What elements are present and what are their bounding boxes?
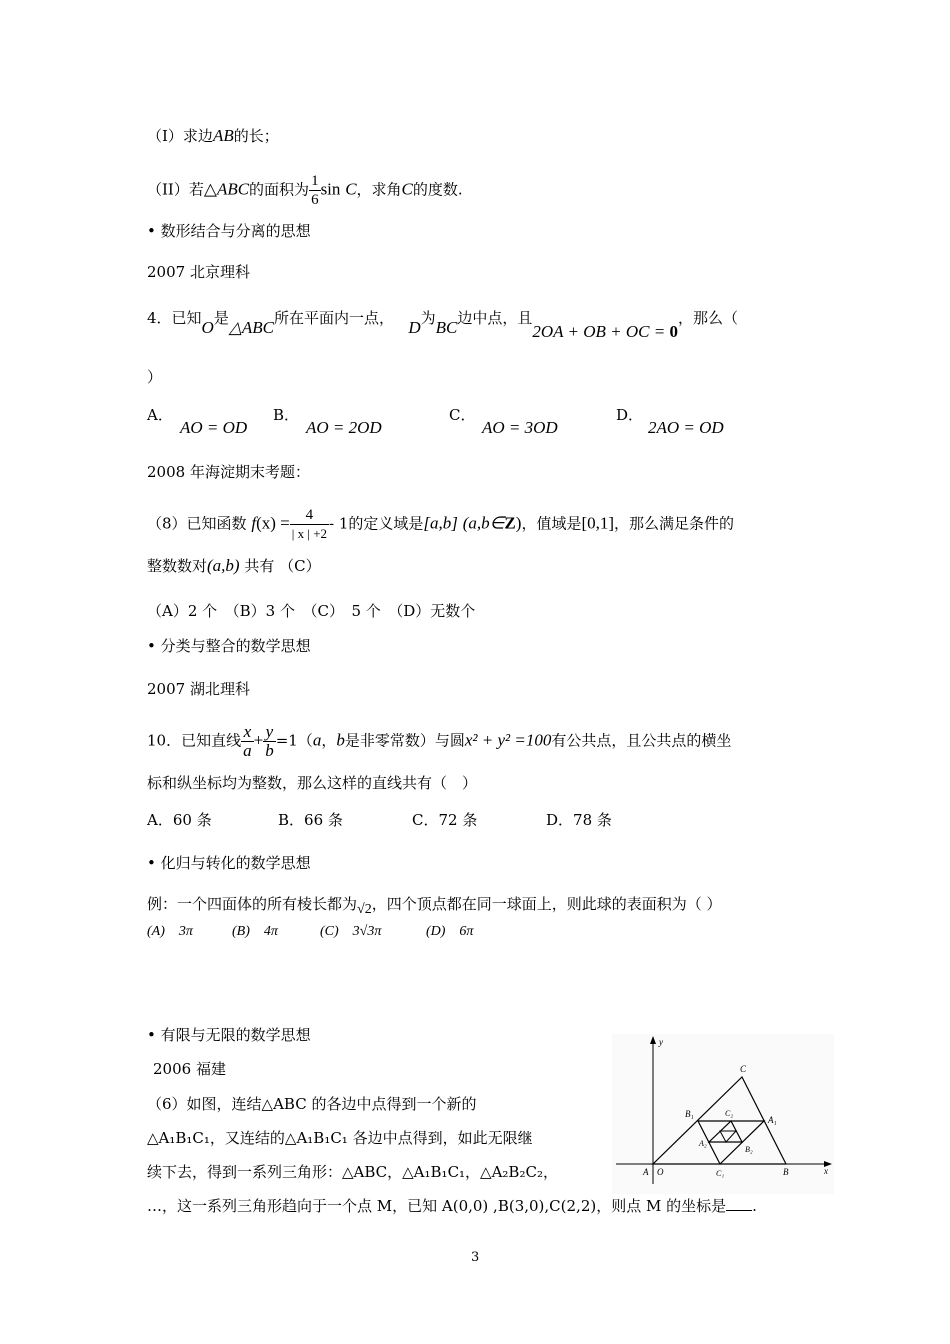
option-b: (B) 4π (232, 924, 278, 939)
point-b1-label: B₁ (685, 1109, 694, 1119)
source-label: 2008 年海淀期末考题： (147, 463, 310, 481)
fraction (309, 172, 321, 209)
problem-line-3: 续下去，得到一系列三角形：△ABC，△A₁B₁C₁，△A₂B₂C₂， (147, 1163, 558, 1181)
fraction (241, 723, 254, 760)
question-text-2 (147, 556, 321, 576)
option-d-text: 2AO = OD (648, 418, 724, 437)
section-heading: • 数形结合与分离的思想 (147, 222, 311, 240)
zero-vector: 0 (669, 322, 678, 341)
math-expr: (a,b∈ (462, 513, 505, 533)
text: ，求角 (356, 180, 402, 199)
text: =1（ (275, 731, 313, 750)
point-a1-label: A₁ (768, 1115, 777, 1125)
section-heading: • 化归与转化的数学思想 (147, 854, 311, 872)
option-c: (C) 3√3π (320, 924, 382, 939)
option-label: A． (147, 406, 173, 424)
math-fn: sin (320, 179, 341, 199)
question-text (147, 723, 731, 760)
math-var: △ABC (228, 318, 275, 337)
source-label: 2007 北京理科 (147, 263, 250, 281)
math-fn: f (251, 513, 257, 533)
option-a (147, 405, 173, 425)
text: 共有 （C） (244, 557, 321, 575)
numerator: 4 (290, 506, 329, 525)
text: ，值域是 (521, 514, 582, 533)
math-var: a (312, 730, 322, 750)
vector-equation: 2OA + OB + OC = (532, 322, 670, 341)
math-expr: (a,b) (207, 556, 240, 575)
option-c: C．72 条 (412, 811, 478, 829)
point-c2-label: C₂ (725, 1109, 734, 1118)
section-heading: • 分类与整合的数学思想 (147, 637, 311, 655)
triangle-symbol: △ (203, 179, 217, 199)
text: 有公共点，且公共点的横坐 (551, 731, 732, 750)
math-var: C (401, 179, 413, 199)
denominator: b (265, 741, 274, 760)
math-var: C (345, 179, 357, 199)
option-label: B． (273, 406, 300, 424)
option-d: (D) 6π (426, 924, 474, 939)
math-var: b (336, 730, 345, 750)
origin-label: O (657, 1167, 664, 1177)
math-var: AB (212, 126, 234, 145)
fraction (263, 723, 276, 760)
math-expr: ) (515, 513, 522, 533)
answer-blank (726, 1196, 752, 1211)
text: （II）若 (147, 180, 204, 199)
operator: + (253, 730, 264, 750)
triangle-figure (612, 1034, 834, 1194)
text: …，这一系列三角形趋向于一个点 M，已知 A(0,0) ,B(3,0),C(2,2)，则点 M 的坐标是 (147, 1197, 727, 1215)
question-text (147, 308, 738, 341)
text: 是非零常数）与圆 (344, 731, 465, 750)
text: 整数数对 (147, 557, 208, 575)
range-interval: [0,1] (581, 513, 615, 533)
text: ， (321, 731, 337, 750)
point-b2-label: B₂ (745, 1145, 753, 1154)
question-text (147, 506, 734, 543)
option-label: D． (616, 406, 644, 424)
option-a: (A) 3π (147, 924, 193, 939)
text: ，那么（ (677, 309, 738, 327)
text: ，四个顶点都在同一球面上，则此球的表面积为（ ） (371, 895, 722, 913)
option-b (273, 405, 299, 425)
denominator: | x | +2 (291, 526, 328, 541)
point-c1-label: C₁ (716, 1169, 725, 1178)
integer-set: Z (504, 513, 516, 533)
option-label: C． (449, 406, 476, 424)
option-c (449, 405, 475, 425)
text: 的度数. (412, 180, 463, 199)
text: . (752, 1197, 757, 1215)
text: （I）求边 (147, 127, 213, 145)
option-a: A．60 条 (147, 811, 212, 829)
math-var: O (201, 318, 214, 337)
text: 的长； (233, 127, 279, 145)
text: 的面积为 (249, 180, 310, 199)
text: （8）已知函数 (147, 514, 247, 533)
point-b-label: B (783, 1167, 789, 1177)
problem-line-2: △A₁B₁C₁，又连结的△A₁B₁C₁ 各边中点得到，如此无限继 (147, 1129, 533, 1147)
text: 为 (420, 309, 436, 327)
math-var: BC (435, 318, 458, 337)
q1-part2 (147, 172, 463, 209)
numerator: x (241, 723, 254, 742)
text: 所在平面内一点， (274, 309, 395, 327)
fraction (290, 506, 329, 543)
question-text (147, 894, 721, 916)
text: 4．已知 (147, 309, 202, 327)
x-axis-label: x (824, 1166, 828, 1176)
y-axis-label: y (659, 1037, 663, 1047)
circle-equation: x² + y² =100 (464, 730, 552, 750)
option-a-text: AO = OD (180, 418, 248, 437)
source-label: 2007 湖北理科 (147, 680, 250, 698)
math-var: ABC (216, 179, 250, 199)
options-line: （A）2 个 （B）3 个 （C） 5 个 （D）无数个 (147, 602, 476, 620)
q1-part1 (147, 126, 279, 146)
point-a2-label: A₂ (699, 1139, 707, 1148)
sqrt-expr: √2 (357, 902, 372, 917)
text: 是 (213, 309, 229, 327)
math-expr: (x) = (256, 513, 290, 533)
option-b-text: AO = 2OD (306, 418, 382, 437)
question-text-2: 标和纵坐标均为整数，那么这样的直线共有（ ） (147, 774, 478, 792)
text: ，那么满足条件的 (614, 514, 735, 533)
point-a-label: A (643, 1167, 649, 1177)
text: 例：一个四面体的所有棱长都为 (147, 895, 358, 913)
option-b: B．66 条 (278, 811, 343, 829)
denominator: 6 (311, 192, 319, 208)
question-close: ） (147, 368, 163, 386)
domain-interval: [a,b] (423, 513, 458, 533)
numerator: y (263, 723, 276, 742)
numerator: 1 (311, 173, 319, 189)
problem-line-1: （6）如图，连结△ABC 的各边中点得到一个新的 (147, 1095, 477, 1113)
section-heading: • 有限与无限的数学思想 (147, 1026, 311, 1044)
option-d: D．78 条 (546, 811, 612, 829)
problem-line-4 (147, 1196, 757, 1216)
point-c-label: C (740, 1064, 747, 1074)
source-label: 2006 福建 (153, 1060, 226, 1078)
text: 10．已知直线 (147, 731, 242, 750)
math-var: D (408, 318, 421, 337)
text: 边中点，且 (457, 309, 533, 327)
option-c-text: AO = 3OD (482, 418, 558, 437)
text: - 1的定义域是 (329, 514, 424, 533)
page-number: 3 (471, 1250, 480, 1265)
option-d (616, 405, 643, 425)
denominator: a (243, 741, 252, 760)
